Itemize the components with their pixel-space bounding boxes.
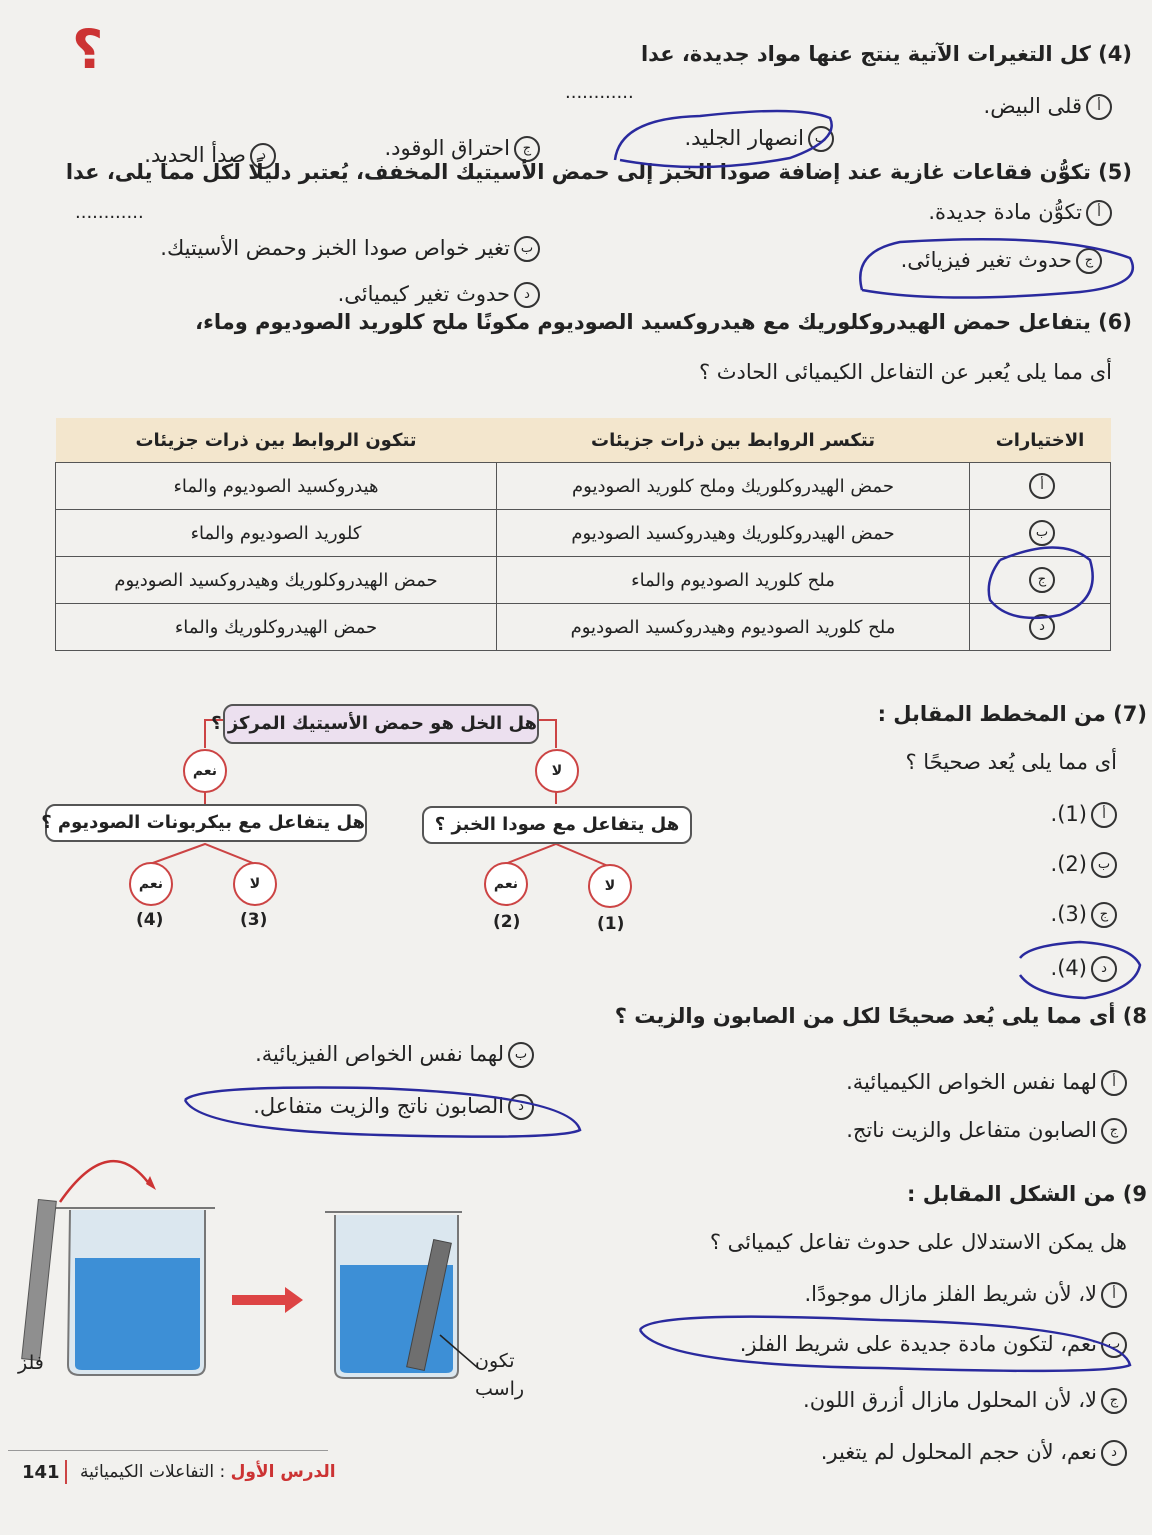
q4-blank: ............ — [565, 82, 634, 103]
q7-option-d: د(4). — [1051, 956, 1117, 982]
broken-cell: ملح كلوريد الصوديوم والماء — [497, 557, 970, 604]
letter-a: أ — [1086, 200, 1112, 226]
q5-option-b: بتغير خواص صودا الخبز وحمض الأسيتيك. — [160, 236, 540, 262]
flowchart-yes-node: نعم — [183, 749, 227, 793]
flowchart-leaf-yes-right: نعم — [484, 862, 528, 906]
letter-a: أ — [1091, 802, 1117, 828]
letter-a: أ — [1101, 1070, 1127, 1096]
letter-a: أ — [1086, 94, 1112, 120]
choice-cell: د — [970, 604, 1111, 651]
q5-blank: ............ — [75, 202, 144, 223]
q7-option-b: ب(2). — [1051, 852, 1117, 878]
q4-option-c: جاحتراق الوقود. — [384, 136, 540, 162]
flowchart-label-1: (1) — [597, 914, 625, 934]
formed-cell: حمض الهيدروكلوريك وهيدروكسيد الصوديوم — [56, 557, 497, 604]
letter-d: د — [514, 282, 540, 308]
letter-d: د — [250, 143, 276, 169]
footer-lesson-title — [80, 1462, 336, 1482]
footer-divider — [8, 1450, 328, 1451]
q4-stem: (4) كل التغيرات الآتية ينتج عنها مواد جديدة، عدا — [640, 42, 1132, 66]
header-formed-bonds: تتكون الروابط بين ذرات جزيئات — [56, 418, 497, 463]
q7-stem: (7) من المخطط المقابل : — [877, 702, 1147, 726]
q4-option-b: بانصهار الجليد. — [684, 126, 834, 152]
header-choices: الاختيارات — [970, 418, 1111, 463]
letter-c: ج — [514, 136, 540, 162]
letter-b: ب — [508, 1042, 534, 1068]
q9-option-c: جلا، لأن المحلول مازال أزرق اللون. — [803, 1388, 1127, 1414]
letter-b: ب — [1091, 852, 1117, 878]
flowchart-root: هل الخل هو حمض الأسيتيك المركز ؟ — [223, 704, 539, 744]
flowchart-no-node: لا — [535, 749, 579, 793]
letter-a: أ — [1101, 1282, 1127, 1308]
q7-sub: أى مما يلى يُعد صحيحًا ؟ — [905, 750, 1117, 774]
q8-option-d: دالصابون ناتج والزيت متفاعل. — [253, 1094, 534, 1120]
formed-cell: كلوريد الصوديوم والماء — [56, 510, 497, 557]
q8-stem: 8) أى مما يلى يُعد صحيحًا لكل من الصابون والزيت ؟ — [614, 1004, 1147, 1028]
formed-cell: حمض الهيدروكلوريك والماء — [56, 604, 497, 651]
flowchart-right-question: هل يتفاعل مع صودا الخبز ؟ — [422, 806, 692, 844]
q4-option-d: دصدأ الحديد. — [144, 143, 276, 169]
flowchart-left-question: هل يتفاعل مع بيكربونات الصوديوم ؟ — [45, 804, 367, 842]
header-broken-bonds: تتكسر الروابط بين ذرات جزيئات — [497, 418, 970, 463]
q9-stem: 9) من الشكل المقابل : — [907, 1182, 1147, 1206]
choice-cell: ج — [970, 557, 1111, 604]
letter-c: ج — [1076, 248, 1102, 274]
q8-option-a: ألهما نفس الخواص الكيميائية. — [846, 1070, 1127, 1096]
choice-cell: أ — [970, 463, 1111, 510]
metal-label: فلز — [18, 1352, 44, 1374]
precipitate-label-line1: تكون — [475, 1350, 515, 1372]
footer-title: : التفاعلات الكيميائية — [80, 1462, 226, 1482]
footer-separator — [65, 1460, 67, 1484]
q7-option-c: ج(3). — [1051, 902, 1117, 928]
footer-page-number: 141 — [22, 1462, 60, 1483]
flowchart-label-4: (4) — [136, 910, 164, 930]
q5-stem: (5) تكوُّن فقاعات غازية عند إضافة صودا الخبز إلى حمض الأسيتيك المخفف، يُعتبر دليلًا لكل مما يلى، عدا — [65, 160, 1132, 184]
letter-c: ج — [1101, 1118, 1127, 1144]
broken-cell: حمض الهيدروكلوريك وهيدروكسيد الصوديوم — [497, 510, 970, 557]
choice-cell: ب — [970, 510, 1111, 557]
letter-c: ج — [1091, 902, 1117, 928]
letter-b: ب — [808, 126, 834, 152]
flowchart-label-3: (3) — [240, 910, 268, 930]
letter-d: د — [1091, 956, 1117, 982]
formed-cell: هيدروكسيد الصوديوم والماء — [56, 463, 497, 510]
letter-d: د — [508, 1094, 534, 1120]
q6-stem-line2: أى مما يلى يُعبر عن التفاعل الكيميائى الحادث ؟ — [698, 360, 1112, 384]
broken-cell: ملح كلوريد الصوديوم وهيدروكسيد الصوديوم — [497, 604, 970, 651]
letter-d: د — [1101, 1440, 1127, 1466]
q9-option-b: بنعم، لتكون مادة جديدة على شريط الفلز. — [740, 1332, 1127, 1358]
letter-b: ب — [514, 236, 540, 262]
q7-option-a: أ(1). — [1051, 802, 1117, 828]
q9-option-d: دنعم، لأن حجم المحلول لم يتغير. — [821, 1440, 1127, 1466]
q9-option-a: ألا، لأن شريط الفلز مازال موجودًا. — [804, 1282, 1127, 1308]
flowchart-leaf-no-left: لا — [233, 862, 277, 906]
q8-option-b: بلهما نفس الخواص الفيزيائية. — [255, 1042, 534, 1068]
broken-cell: حمض الهيدروكلوريك وملح كلوريد الصوديوم — [497, 463, 970, 510]
flowchart-label-2: (2) — [493, 912, 521, 932]
footer-lesson: الدرس الأول — [230, 1462, 336, 1482]
q5-option-d: دحدوث تغير كيميائى. — [338, 282, 540, 308]
q6-stem-line1: (6) يتفاعل حمض الهيدروكلوريك مع هيدروكسيد الصوديوم مكونًا ملح كلوريد الصوديوم وماء، — [195, 310, 1132, 334]
q4-option-a: أقلى البيض. — [984, 94, 1112, 120]
flowchart-leaf-yes-left: نعم — [129, 862, 173, 906]
corner-question-mark: ؟ — [72, 18, 104, 81]
q9-sub: هل يمكن الاستدلال على حدوث تفاعل كيميائى ؟ — [709, 1230, 1127, 1254]
q8-option-c: جالصابون متفاعل والزيت ناتج. — [846, 1118, 1127, 1144]
q5-option-c: جحدوث تغير فيزيائى. — [901, 248, 1102, 274]
flowchart-leaf-no-right: لا — [588, 864, 632, 908]
letter-b: ب — [1101, 1332, 1127, 1358]
letter-c: ج — [1101, 1388, 1127, 1414]
q5-option-a: أتكوُّن مادة جديدة. — [928, 200, 1112, 226]
precipitate-label-line2: راسب — [475, 1378, 525, 1400]
